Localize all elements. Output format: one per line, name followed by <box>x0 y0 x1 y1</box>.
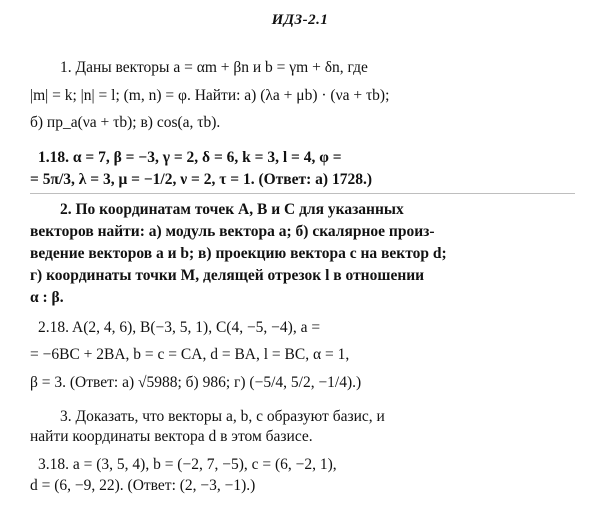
problem-2-line-2: векторов найти: а) модуль вектора a; б) скалярное произ- <box>30 223 435 240</box>
problem-1-line-1: 1. Даны векторы a = αm + βn и b = γm + δn, где <box>60 59 368 76</box>
variant-1-line-1: 1.18. α = 7, β = −3, γ = 2, δ = 6, k = 3, l = 4, φ = <box>38 149 342 166</box>
variant-1-line-2: = 5π/3, λ = 3, μ = −1/2, ν = 2, τ = 1. (Ответ: а) 1728.) <box>30 171 372 188</box>
variant-3-line-2: d = (6, −9, 22). (Ответ: (2, −3, −1).) <box>30 477 256 494</box>
divider <box>30 193 575 194</box>
variant-3-line-1: 3.18. a = (3, 5, 4), b = (−2, 7, −5), c = (6, −2, 1), <box>38 456 337 473</box>
problem-2-line-4: г) координаты точки M, делящей отрезок l в отношении <box>30 267 425 284</box>
problem-3-line-2: найти координаты вектора d в этом базисе. <box>30 428 313 445</box>
problem-1-line-2: |m| = k; |n| = l; (m, n) = φ. Найти: а) (λa + μb) · (νa + τb); <box>30 87 390 104</box>
problem-2-line-1: 2. По координатам точек A, B и C для указанных <box>60 201 404 218</box>
variant-2-line-1: 2.18. A(2, 4, 6), B(−3, 5, 1), C(4, −5, −4), a = <box>38 319 321 336</box>
variant-2-line-2: = −6BC + 2BA, b = c = CA, d = BA, l = BC, α = 1, <box>30 346 350 363</box>
problem-1-line-3: б) пр_a(νa + τb); в) cos(a, τb). <box>30 114 221 131</box>
variant-2-line-3: β = 3. (Ответ: а) √5988; б) 986; г) (−5/4, 5/2, −1/4).) <box>30 374 362 391</box>
problem-2-line-5: α : β. <box>30 289 64 306</box>
problem-2-line-3: ведение векторов a и b; в) проекцию вектора c на вектор d; <box>30 245 447 262</box>
problem-3-line-1: 3. Доказать, что векторы a, b, c образуют базис, и <box>60 408 385 425</box>
page-title: ИДЗ-2.1 <box>271 12 329 28</box>
